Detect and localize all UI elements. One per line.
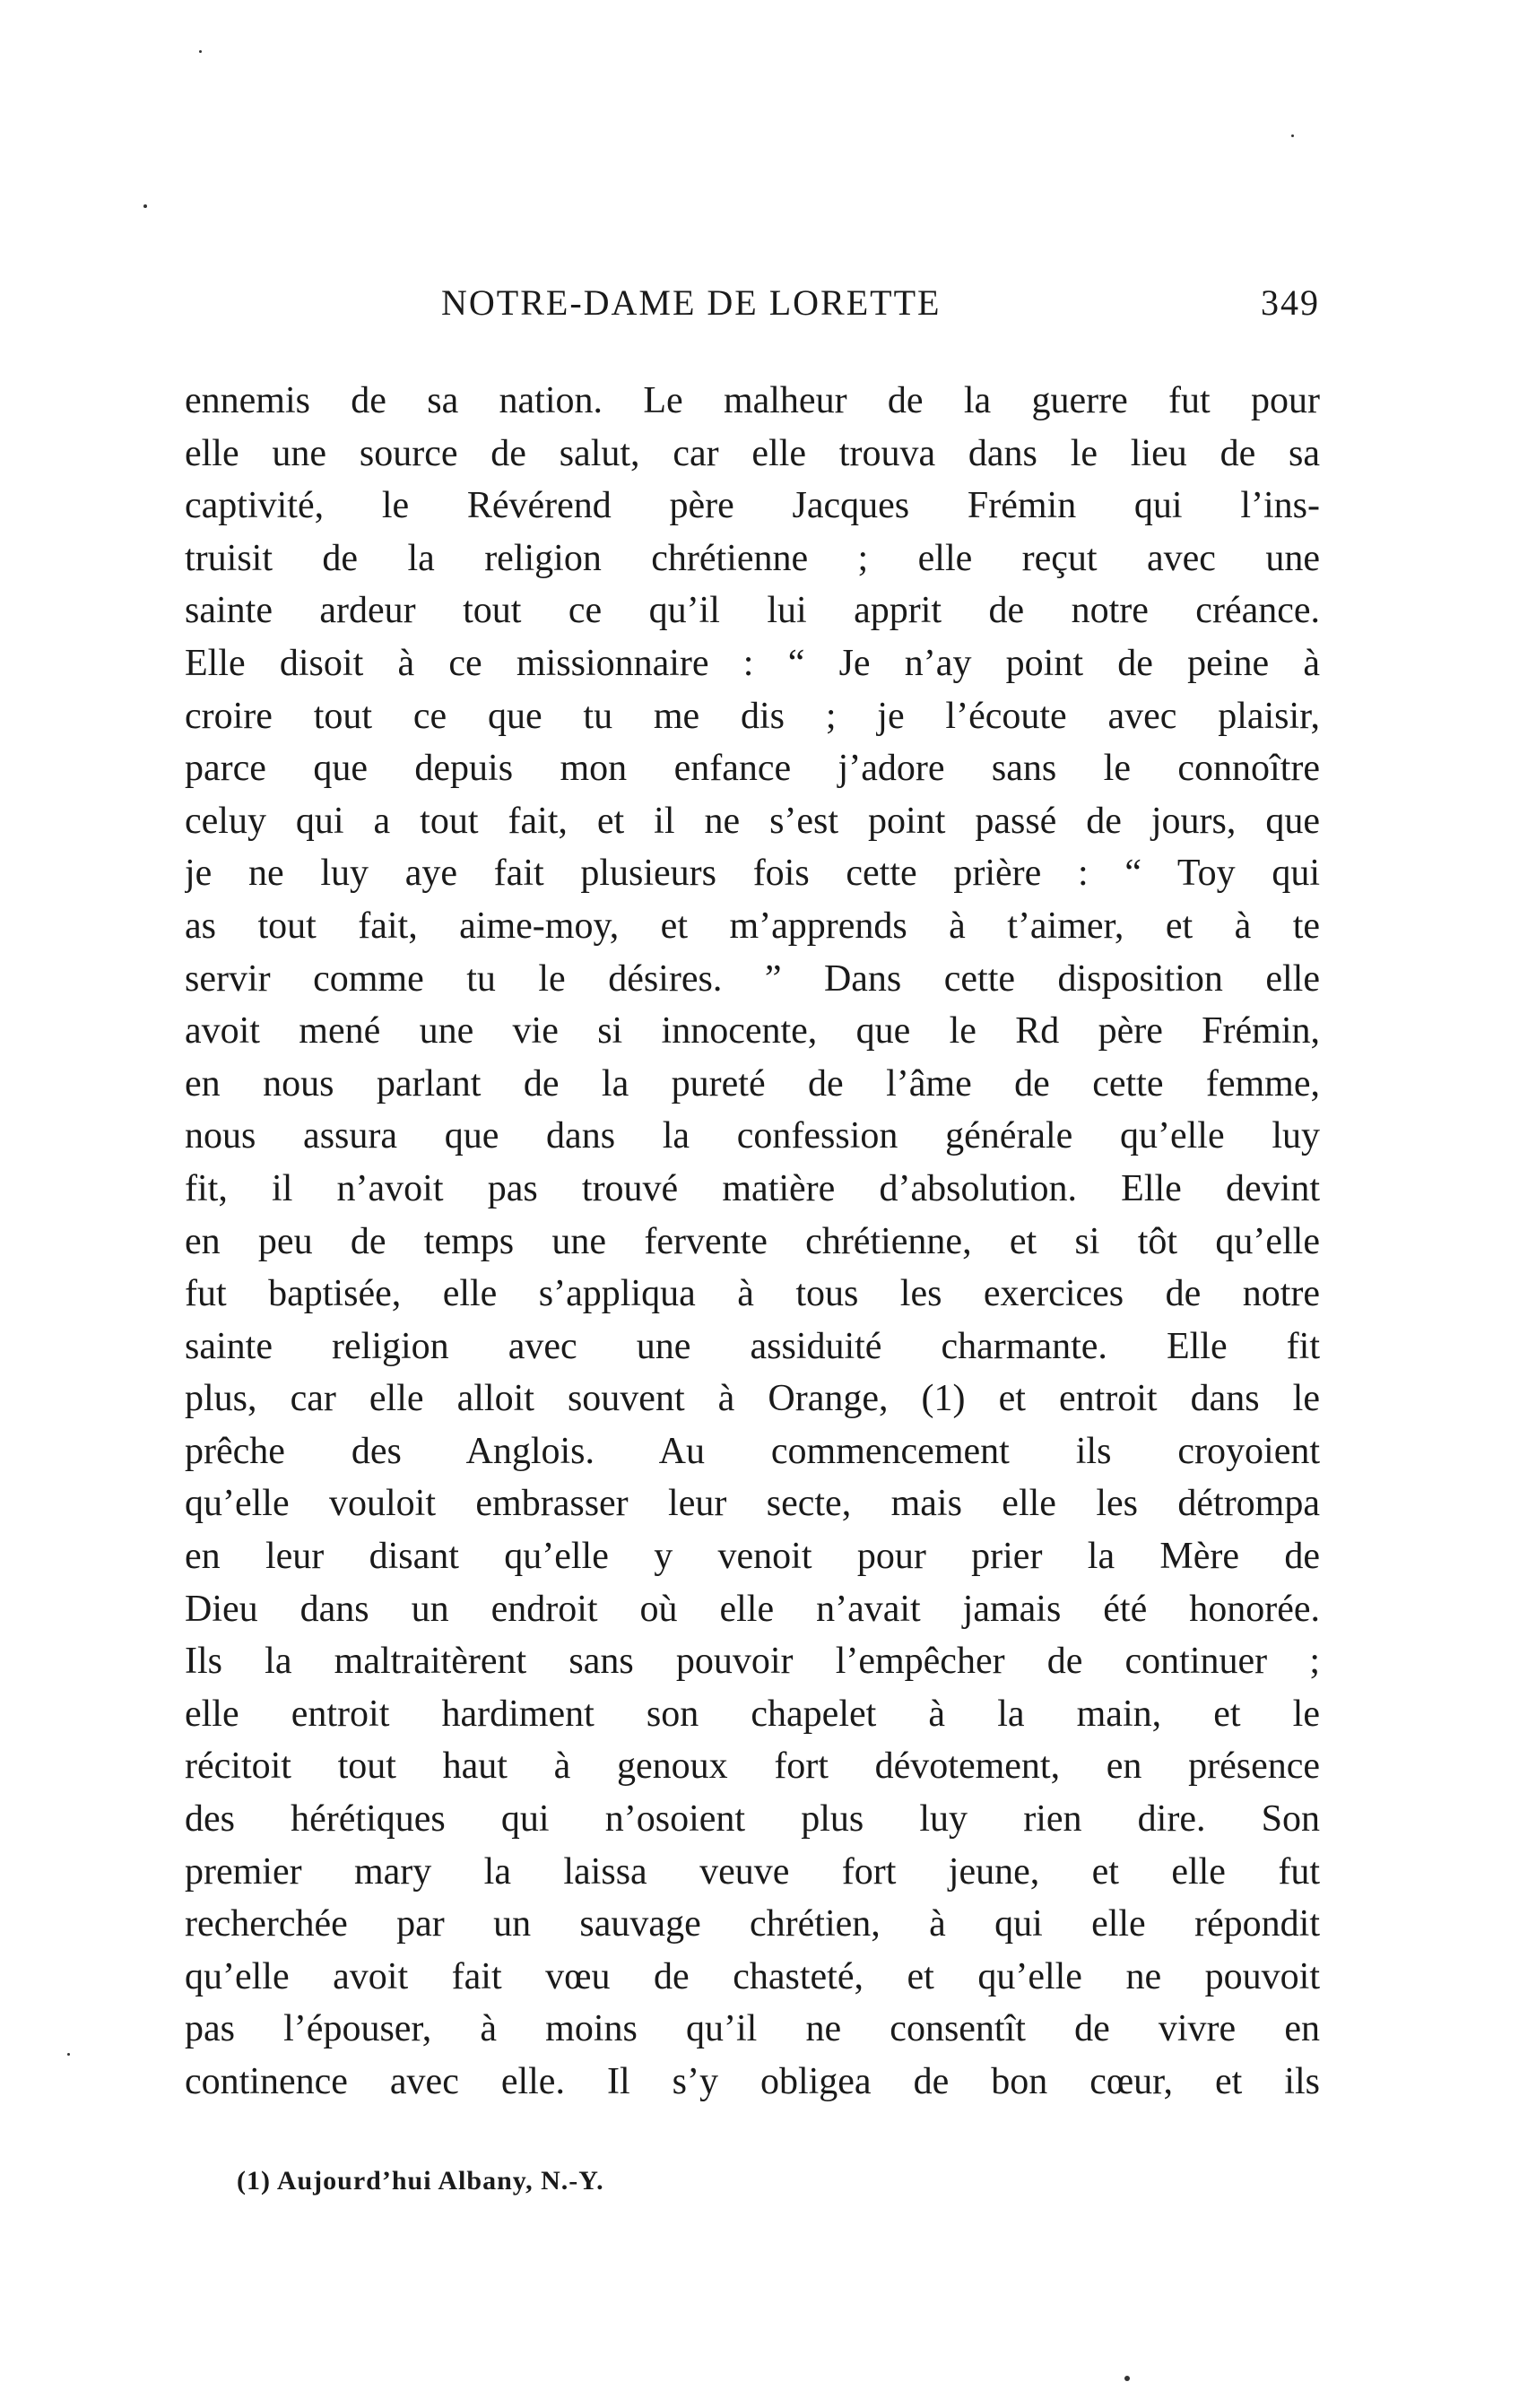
text-line: pas l’épouser, à moins qu’il ne consentît de vivre en [185,2008,1320,2050]
text-line: en nous parlant de la pureté de l’âme de cette femme, [185,1062,1320,1104]
running-title: NOTRE-DAME DE LORETTE [441,282,942,323]
text-line: premier mary la laissa veuve fort jeune, et elle fut [185,1850,1320,1893]
page-number: 349 [1261,282,1320,323]
text-line: croire tout ce que tu me dis ; je l’écoute avec plaisir, [185,695,1320,737]
text-line: fut baptisée, elle s’appliqua à tous les exercices de notre [185,1273,1320,1315]
text-line: elle entroit hardiment son chapelet à la main, et le [185,1693,1320,1735]
text-line: sainte ardeur tout ce qu’il lui apprit de notre créance. [185,590,1320,632]
text-line: parce que depuis mon enfance j’adore sans le connoître [185,748,1320,790]
text-line: récitoit tout haut à genoux fort dévotement, en présence [185,1745,1320,1788]
text-line: elle une source de salut, car elle trouva dans le lieu de sa [185,432,1320,474]
text-line: Ils la maltraitèrent sans pouvoir l’empêcher de continuer ; [185,1641,1320,1683]
text-line: des hérétiques qui n’osoient plus luy rien dire. Son [185,1798,1320,1841]
text-line: en peu de temps une fervente chrétienne, et si tôt qu’elle [185,1220,1320,1262]
text-line: recherchée par un sauvage chrétien, à qui elle répondit [185,1903,1320,1945]
text-line: plus, car elle alloit souvent à Orange, (1) et entroit dans le [185,1378,1320,1420]
text-line: captivité, le Révérend père Jacques Frémin qui l’ins- [185,485,1320,527]
text-line: Elle disoit à ce missionnaire : “ Je n’ay point de peine à [185,642,1320,684]
text-line: ennemis de sa nation. Le malheur de la guerre fut pour [185,380,1320,421]
footnote: (1) Aujourd’hui Albany, N.-Y. [237,2166,604,2196]
text-line: avoit mené une vie si innocente, que le Rd père Frémin, [185,1010,1320,1052]
text-line: truisit de la religion chrétienne ; elle reçut avec une [185,537,1320,579]
text-line: en leur disant qu’elle y venoit pour prier la Mère de [185,1536,1320,1578]
scan-speck [1124,2376,1130,2381]
text-line: servir comme tu le désires. ” Dans cette disposition elle [185,957,1320,1000]
text-line: je ne luy aye fait plusieurs fois cette prière : “ Toy qui [185,853,1320,895]
body-text [185,375,1320,2109]
text-line: continence avec elle. Il s’y obligea de bon cœur, et ils [185,2061,1320,2102]
text-line: qu’elle vouloit embrasser leur secte, mais elle les détrompa [185,1483,1320,1525]
text-line: as tout fait, aime-moy, et m’apprends à t’aimer, et à te [185,905,1320,947]
scan-speck [143,204,147,208]
text-line: qu’elle avoit fait vœu de chasteté, et qu’elle ne pouvoit [185,1955,1320,1997]
running-head [188,282,1320,335]
scan-speck [199,50,202,53]
text-line: nous assura que dans la confession générale qu’elle luy [185,1115,1320,1157]
scan-speck [67,2053,70,2056]
text-line: celuy qui a tout fait, et il ne s’est point passé de jours, que [185,800,1320,842]
text-line: fit, il n’avoit pas trouvé matière d’absolution. Elle devint [185,1167,1320,1209]
text-line: Dieu dans un endroit où elle n’avait jamais été honorée. [185,1588,1320,1630]
scan-speck [1291,134,1294,137]
text-line: prêche des Anglois. Au commencement ils croyoient [185,1430,1320,1472]
text-line: sainte religion avec une assiduité charmante. Elle fit [185,1325,1320,1367]
